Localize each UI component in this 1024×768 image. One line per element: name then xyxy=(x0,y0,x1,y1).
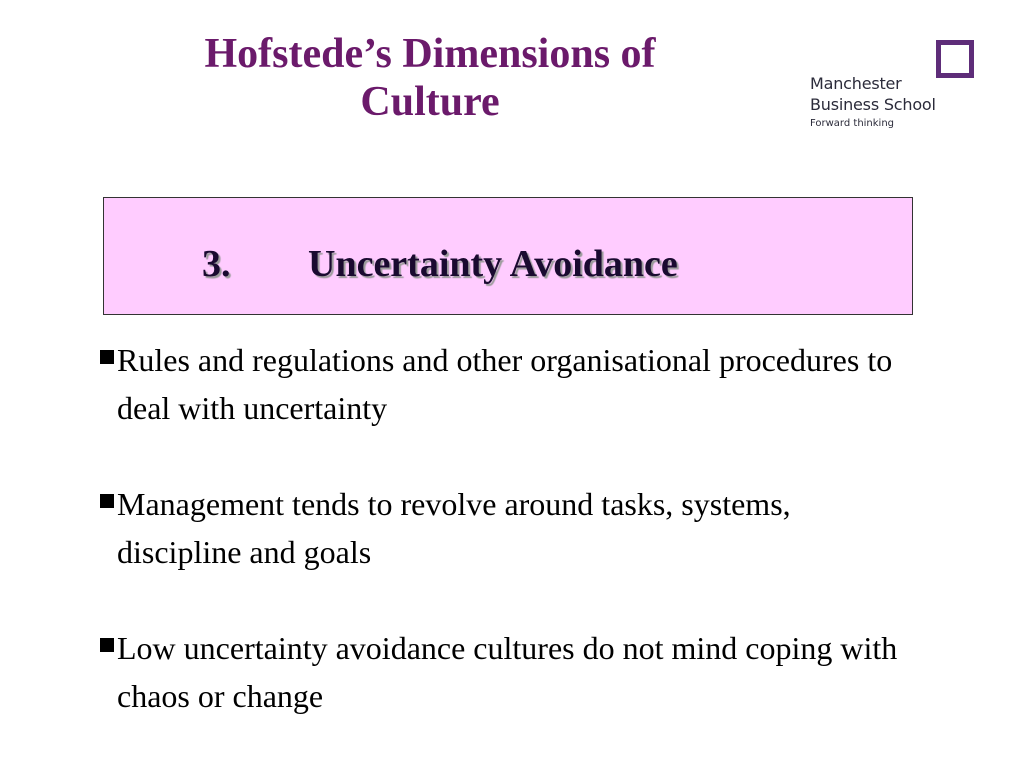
section-title: Uncertainty Avoidance xyxy=(308,243,678,285)
bullet-text: Rules and regulations and other organisational procedures to deal with uncertainty xyxy=(117,342,893,426)
square-bullet-icon xyxy=(100,494,114,508)
square-bullet-icon xyxy=(100,350,114,364)
bullet-item xyxy=(98,624,918,720)
logo-tagline: Forward thinking xyxy=(810,118,895,129)
slide-title-line2: Culture xyxy=(360,79,500,125)
square-bullet-icon xyxy=(100,638,114,652)
square-outline-logo-icon xyxy=(936,40,974,78)
logo-text-line1: Manchester xyxy=(810,74,902,93)
manchester-business-school-logo xyxy=(810,40,1010,140)
slide-title xyxy=(150,30,710,126)
bullet-text: Low uncertainty avoidance cultures do not mind coping with chaos or change xyxy=(117,630,898,714)
bullet-text: Management tends to revolve around tasks, systems, discipline and goals xyxy=(117,486,791,570)
bullet-item xyxy=(98,480,918,576)
bullet-item xyxy=(98,336,918,432)
logo-text-line2: Business School xyxy=(810,95,936,114)
section-heading xyxy=(202,242,678,286)
section-number: 3. xyxy=(202,243,231,285)
bullet-list xyxy=(98,336,918,768)
slide-title-line1: Hofstede’s Dimensions of xyxy=(204,31,656,77)
section-heading-box xyxy=(103,197,913,315)
